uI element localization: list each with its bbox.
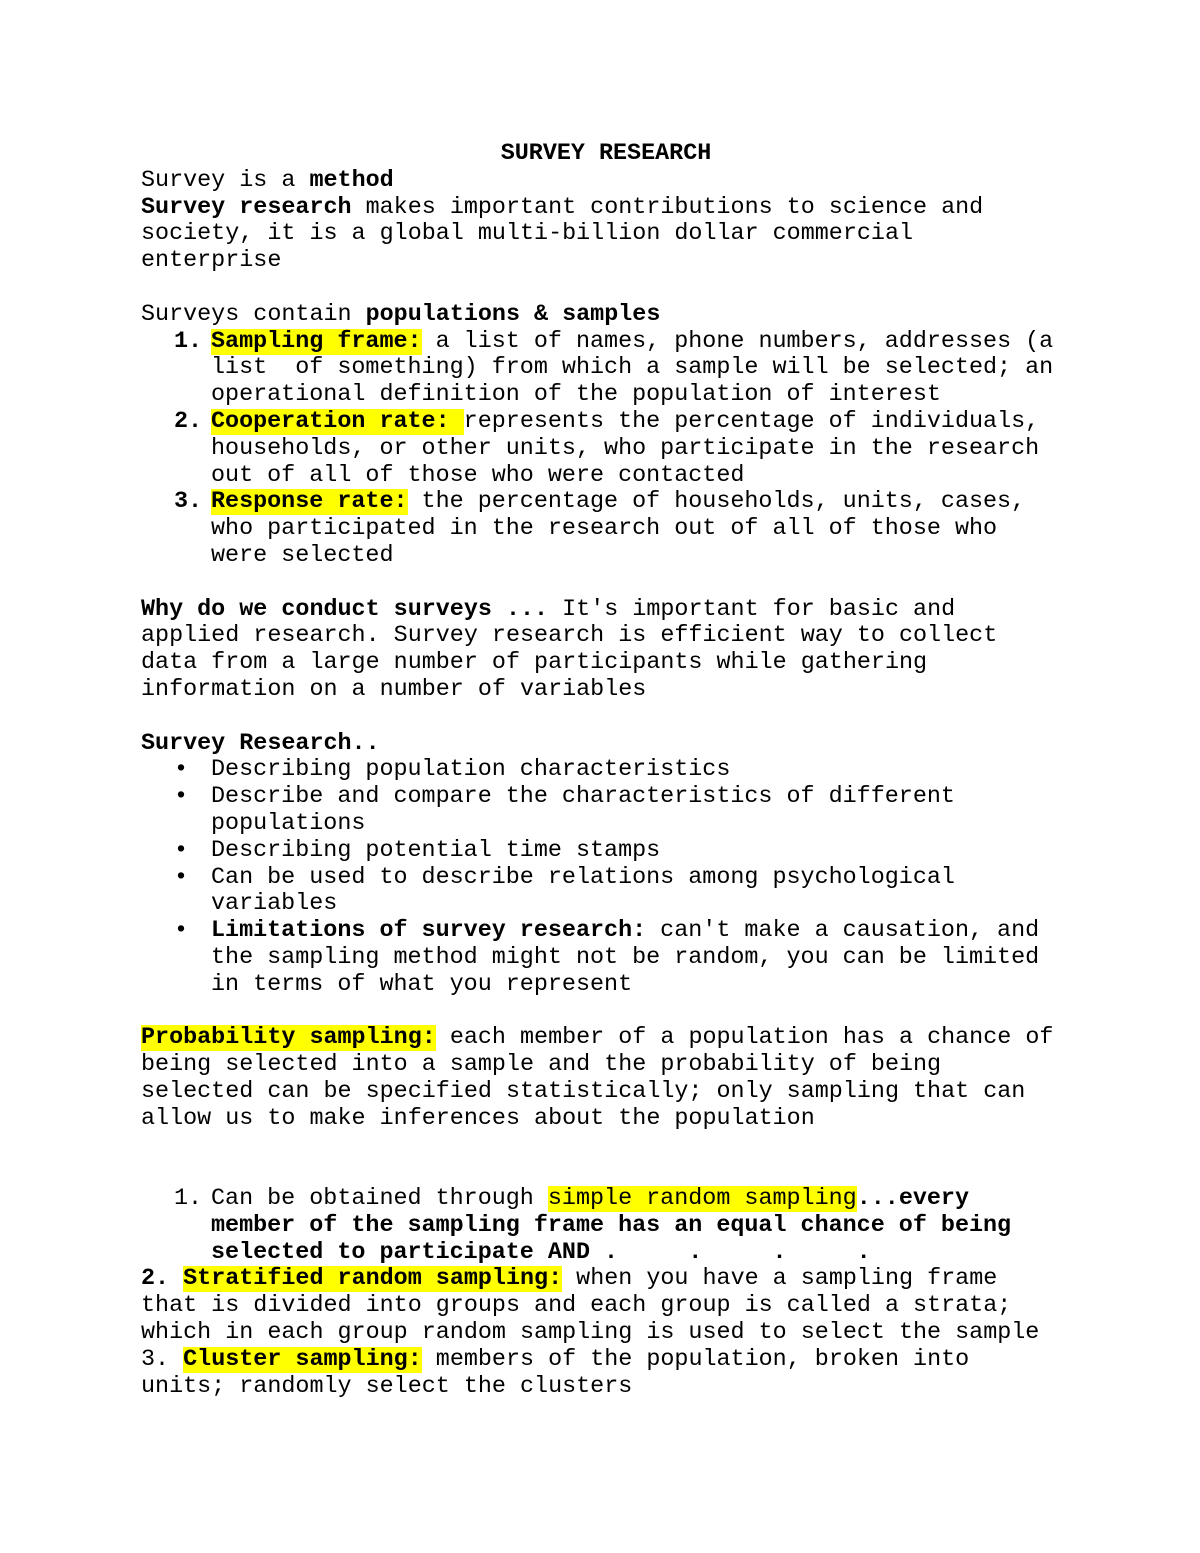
why-line-1: Why do we conduct surveys ... It's important for basic and: [141, 596, 956, 623]
term-response-rate: Response rate:: [211, 489, 408, 516]
survey-research-heading: Survey Research..: [141, 730, 380, 757]
probability-line-4: allow us to make inferences about the population: [141, 1105, 815, 1132]
term-simple-random-sampling: simple random sampling: [547, 1186, 857, 1213]
term-sampling-frame: Sampling frame:: [211, 328, 422, 355]
intro-line-4: enterprise: [141, 248, 282, 275]
method-cluster-line-2: units; randomly select the clusters: [141, 1373, 633, 1400]
method-stratified-line-3: which in each group random sampling is used to select the sample: [141, 1320, 1040, 1347]
term-stratified-random-sampling: Stratified random sampling:: [183, 1266, 563, 1293]
bullet-icon: •: [174, 784, 189, 811]
populations-lead: Surveys contain populations & samples: [141, 301, 661, 328]
term-probability-sampling: Probability sampling:: [141, 1025, 436, 1052]
why-line-4: information on a number of variables: [141, 676, 647, 703]
item-number: 2.: [174, 408, 203, 435]
bullet-item: • Can be used to describe relations among psychological variables: [174, 864, 955, 918]
bullet-icon: •: [174, 864, 189, 891]
bullet-icon: •: [174, 757, 189, 784]
bullet-item: • Describing potential time stamps: [174, 837, 661, 864]
term-cluster-sampling: Cluster sampling:: [183, 1346, 422, 1373]
bullet-icon: •: [174, 837, 189, 864]
intro-line-2: Survey research makes important contributions to science and: [141, 194, 984, 221]
method-simple-random: 1. Can be obtained through simple random sampling...every member of the sampling frame has an equal chance of being selected to participate AND . . . .: [174, 1186, 1012, 1266]
bullet-item-limitations: • Limitations of survey research: can't make a causation, and the sampling method might not be random, you can be limited in terms of what you represent: [174, 918, 1040, 998]
item-number: 1.: [174, 1186, 203, 1213]
bullet-item: • Describe and compare the characteristics of different populations: [174, 784, 955, 837]
why-line-2: applied research. Survey research is efficient way to collect: [141, 623, 998, 650]
item-number: 3.: [174, 489, 203, 516]
numbered-item-sampling-frame: 1. Sampling frame: a list of names, phone numbers, addresses (a list of something) from which a sample will be selected; an operational definition of the population of interest: [174, 328, 1054, 409]
method-cluster-line-1: 3. Cluster sampling: members of the population, broken into: [141, 1346, 970, 1373]
method-stratified-line-1: 2. Stratified random sampling: when you have a sampling frame: [141, 1266, 998, 1293]
method-stratified-line-2: that is divided into groups and each group is called a strata;: [141, 1293, 1012, 1320]
probability-line-2: being selected into a sample and the probability of being: [141, 1052, 942, 1079]
probability-line-3: selected can be specified statistically; only sampling that can: [141, 1078, 1026, 1105]
numbered-item-response-rate: 3. Response rate: the percentage of households, units, cases, who participated in the research out of all of those who were selected: [174, 489, 1026, 569]
term-cooperation-rate: Cooperation rate:: [211, 408, 464, 435]
bullet-icon: •: [174, 918, 189, 945]
item-number: 1.: [174, 328, 203, 355]
bullet-item: • Describing population characteristics: [174, 757, 731, 784]
numbered-item-cooperation-rate: 2. Cooperation rate: represents the percentage of individuals, households, or other units, who participate in the research out of all of those who were contacted: [174, 408, 1040, 489]
document-page: [141, 141, 1071, 1400]
intro-line-3: society, it is a global multi-billion dollar commercial: [141, 221, 914, 248]
why-line-3: data from a large number of participants while gathering: [141, 650, 928, 677]
intro-line-1: Survey is a method: [141, 167, 394, 194]
page-title: SURVEY RESEARCH: [500, 141, 712, 167]
probability-line-1: Probability sampling: each member of a population has a chance of: [141, 1025, 1054, 1052]
